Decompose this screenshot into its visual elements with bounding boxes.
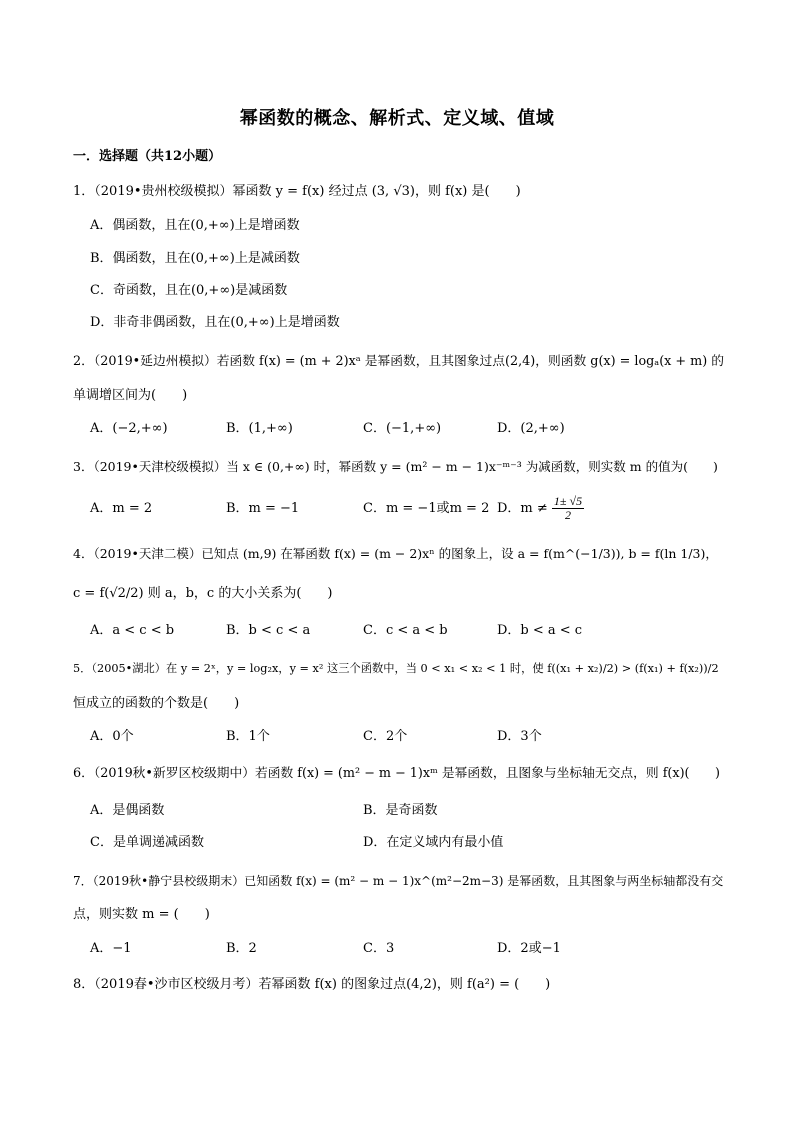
question-4-stem-cont: c = f(√2/2) 则 a，b，c 的大小关系为( ) (73, 586, 333, 601)
question-7-stem-cont: 点，则实数 m = ( ) (73, 907, 210, 922)
question-4-option-d: D．b < a < c (497, 623, 583, 638)
question-2-option-d: D．(2,+∞) (497, 421, 565, 436)
question-7-option-b: B．2 (226, 941, 257, 956)
question-7-option-c: C．3 (363, 941, 395, 956)
section-heading: 一．选择题（共12小题） (73, 149, 222, 164)
question-1-option-a: A．偶函数，且在(0,+∞)上是增函数 (90, 218, 300, 233)
question-1-option-b: B．偶函数，且在(0,+∞)上是减函数 (90, 251, 300, 266)
question-8-stem: 8．（2019春•沙市区校级月考）若幂函数 f(x) 的图象过点(4,2)，则 f(a²) = ( ) (73, 977, 551, 992)
question-5-option-d: D．3个 (497, 729, 542, 744)
question-2-option-b: B．(1,+∞) (226, 421, 293, 436)
question-3-stem: 3．（2019•天津校级模拟）当 x ∈ (0,+∞) 时，幂函数 y = (m² − m − 1)x⁻ᵐ⁻³ 为减函数，则实数 m 的值为( ) (73, 459, 718, 474)
question-1-option-d: D．非奇非偶函数，且在(0,+∞)上是增函数 (90, 315, 340, 330)
question-4-stem: 4．（2019•天津二模）已知点 (m,9) 在幂函数 f(x) = (m − 2)xⁿ 的图象上，设 a = f(m^(−1/3)), b = f(ln 1/3)， (73, 546, 718, 561)
question-6-option-a: A．是偶函数 (90, 803, 165, 818)
question-6-option-d: D．在定义域内有最小值 (363, 835, 504, 850)
question-7-option-a: A．−1 (90, 941, 132, 956)
question-3-option-b: B．m = −1 (226, 501, 300, 516)
question-3-option-a: A．m = 2 (90, 501, 153, 516)
question-5-option-b: B．1个 (226, 729, 270, 744)
question-6-stem: 6．（2019秋•新罗区校级期中）若函数 f(x) = (m² − m − 1)xᵐ 是幂函数，且图象与坐标轴无交点，则 f(x)( ) (73, 766, 721, 781)
question-2-option-c: C．(−1,+∞) (363, 421, 442, 436)
question-2-stem-cont: 单调增区间为( ) (73, 388, 188, 403)
question-7-stem: 7．（2019秋•静宁县校级期末）已知函数 f(x) = (m² − m − 1)x^(m²−2m−3) 是幂函数，且其图象与两坐标轴都没有交 (73, 874, 724, 888)
fraction-denominator: 2 (565, 508, 571, 522)
question-5-option-c: C．2个 (363, 729, 408, 744)
fraction-numerator: 1± √5 (553, 494, 583, 508)
question-6-option-b: B．是奇函数 (363, 803, 438, 818)
question-1-option-c: C．奇函数，且在(0,+∞)是减函数 (90, 283, 288, 298)
question-3-option-d (497, 489, 584, 529)
question-3-option-d-fraction (552, 495, 584, 522)
question-1-stem: 1．（2019•贵州校级模拟）幂函数 y = f(x) 经过点 (3, √3)，则 f(x) 是( ) (73, 184, 521, 199)
question-5-stem-cont: 恒成立的函数的个数是( ) (73, 696, 240, 711)
question-4-option-c: C．c < a < b (363, 623, 448, 638)
question-3-option-d-label: D．m ≠ (497, 501, 548, 516)
question-6-option-c: C．是单调递减函数 (90, 835, 204, 850)
question-2-stem: 2．（2019•延边州模拟）若函数 f(x) = (m + 2)xᵃ 是幂函数，且其图象过点(2,4)，则函数 g(x) = logₐ(x + m) 的 (73, 354, 725, 369)
question-5-stem: 5．（2005•湖北）在 y = 2ˣ，y = log₂x，y = x² 这三个函数中，当 0 < x₁ < x₂ < 1 时，使 f((x₁ + x₂)/2) > (f(x₁) + f(x₂))/2 (73, 662, 719, 675)
question-3-option-c: C．m = −1或m = 2 (363, 501, 490, 516)
question-2-option-a: A．(−2,+∞) (90, 421, 168, 436)
page-title: 幂函数的概念、解析式、定义域、值域 (239, 108, 555, 129)
question-4-option-a: A．a < c < b (90, 623, 175, 638)
question-7-option-d: D．2或−1 (497, 941, 561, 956)
question-5-option-a: A．0个 (90, 729, 134, 744)
question-4-option-b: B．b < c < a (226, 623, 311, 638)
